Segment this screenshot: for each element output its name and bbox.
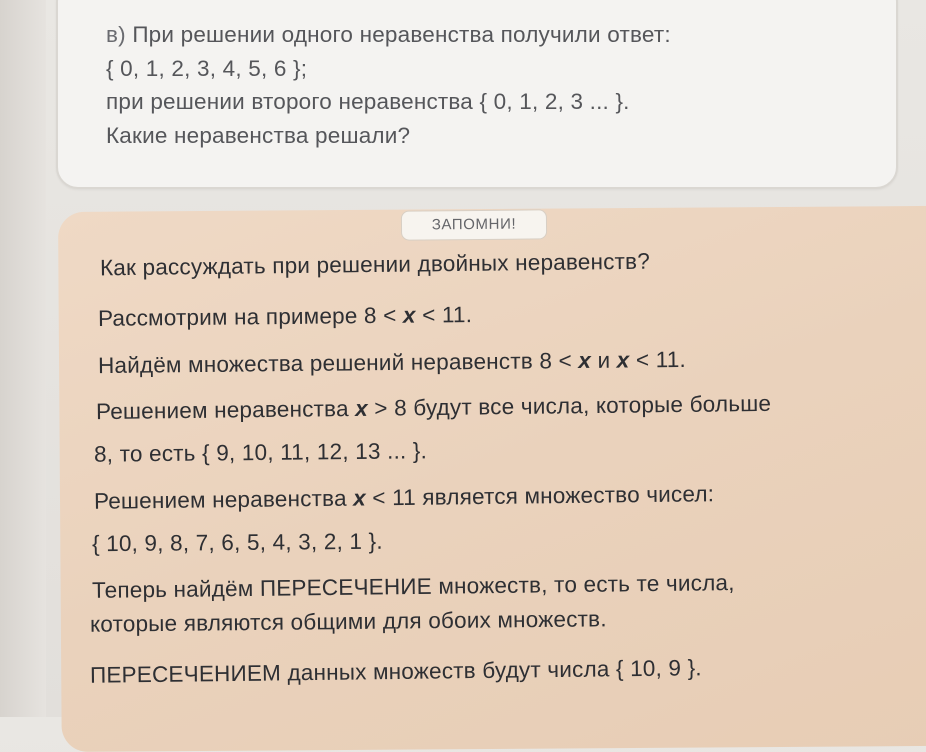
memo-s1-b: > 8 будут все числа, которые больше	[367, 390, 772, 421]
var-x: x	[402, 302, 416, 328]
memo-solution-1-set: 8, то есть { 9, 10, 11, 12, 13 ... }.	[93, 438, 428, 467]
exercise-line-3: при решении второго неравенства { 0, 1, 2, 3 ... }.	[106, 89, 630, 114]
memo-example-a: Рассмотрим на примере 8 <	[97, 302, 404, 331]
exercise-line-2: { 0, 1, 2, 3, 4, 5, 6 };	[106, 55, 308, 81]
memo-question: Как рассуждать при решении двойных неравенств?	[99, 248, 651, 281]
memo-intersection-2: которые являются общими для обоих множеств.	[89, 606, 607, 637]
memo-final: ПЕРЕСЕЧЕНИЕМ данных множеств будут числа { 10, 9 }.	[89, 655, 702, 688]
remember-badge: ЗАПОМНИ!	[401, 209, 547, 240]
memo-s2-b: < 11 является множество чисел:	[365, 481, 715, 511]
memo-solution-2-set: { 10, 9, 8, 7, 6, 5, 4, 3, 2, 1 }.	[91, 528, 383, 557]
memo-find-mid: и	[590, 347, 617, 373]
item-letter: в)	[106, 22, 126, 47]
var-x: x	[353, 485, 367, 511]
memo-s2-a: Решением неравенства	[93, 485, 354, 514]
memo-s1-a: Решением неравенства	[95, 395, 356, 425]
memo-solution-1	[96, 391, 771, 425]
memo-example-b: < 11.	[415, 302, 473, 328]
memo-intersection-1: Теперь найдём ПЕРЕСЕЧЕНИЕ множеств, то есть те числа,	[91, 570, 735, 603]
var-x: x	[616, 347, 630, 373]
exercise-line-4: Какие неравенства решали?	[106, 122, 411, 148]
memo-find-a: Найдём множества решений неравенств 8 <	[97, 348, 579, 379]
var-x: x	[355, 395, 369, 421]
memo-find	[98, 347, 686, 379]
exercise-line-1-text: При решении одного неравенства получили ответ:	[132, 22, 671, 47]
memo-solution-2	[94, 481, 714, 515]
memo-example	[98, 302, 472, 332]
memo-find-b: < 11.	[629, 346, 687, 373]
var-x: x	[578, 347, 592, 374]
